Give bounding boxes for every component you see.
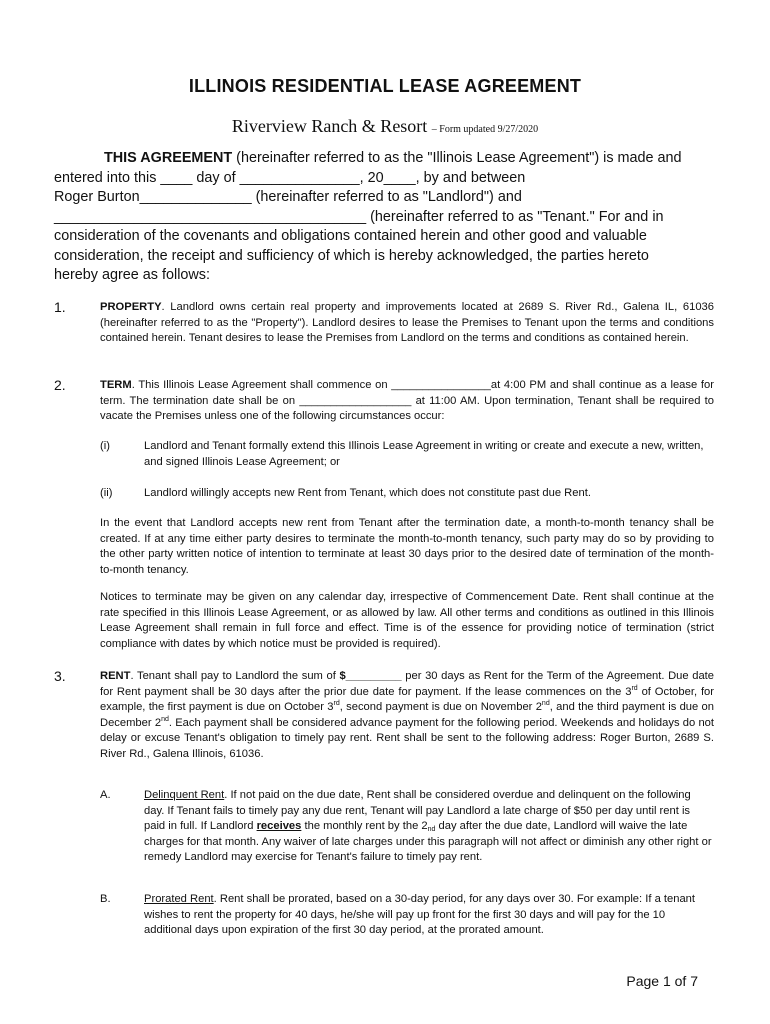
intro-line-7: hereby agree as follows: [54,267,210,283]
section-number: 2. [54,377,66,393]
intro-line-1 [54,149,724,169]
delinquent-text-1: . If not paid on the due date, Rent shall be considered overdue and delinquent on the following day. If Tenant fails to timely pay any due rent, Tenant will pay Landlord a late charge of $50 per day until rent is paid in full. If Landlord [144,789,691,833]
item-text: Landlord willingly accepts new Rent from Tenant, which does not constitute past due Rent. [144,487,591,499]
ordinal-rd: rd [631,684,638,692]
section-rent [54,669,724,763]
intro-line-3: Roger Burton______________ (hereinafter referred to as "Landlord") and [54,189,522,205]
form-updated-note: – Form updated 9/27/2020 [431,124,539,135]
rent-text-3: of October, for example, the first payment is due on October 3 [100,685,714,714]
section-number: 3. [54,668,66,684]
intro-paragraph [54,149,724,286]
ordinal-nd: nd [427,826,436,834]
section-number: 1. [54,299,66,315]
rent-item-prorated [100,892,714,939]
ordinal-rd: rd [333,700,340,708]
section-text: . This Illinois Lease Agreement shall commence on ________________at 4:00 PM and shall continue as a lease for term. The termination date shall be on __________________ at 11:00 AM. Upon termination, Tenant shall be required to vacate the Premises unless one of the following circumstances occur: [100,379,714,423]
document-subtitle [0,116,770,137]
rent-text-1: . Tenant shall pay to Landlord the sum of [130,670,340,682]
section-heading: PROPERTY [100,301,162,313]
section-body [100,669,714,763]
item-heading: Prorated Rent [144,893,214,905]
delinquent-text-2: the monthly rent by the 2 [301,820,428,833]
intro-line-6: consideration, the receipt and sufficiency of which is hereby acknowledged, the parties hereto [54,247,649,264]
item-heading: Delinquent Rent [144,789,225,801]
rent-text-5: , and the third payment is due on December 2 [100,701,714,729]
section-term [54,378,724,425]
ordinal-nd: nd [161,715,169,723]
ranch-name: Riverview Ranch & Resort [231,116,428,136]
receives-emphasis: receives [256,820,302,833]
item-text [144,892,714,939]
intro-line-2: entered into this ____ day of _______________, 20____, by and between [54,169,526,186]
intro-line-5: consideration of the covenants and obligations contained herein and other good and valuable [54,228,647,244]
rent-text-4: , second payment is due on November 2 [339,701,542,714]
term-paragraph-month-to-month: In the event that Landlord accepts new rent from Tenant after the termination date, a month-to-month tenancy shall be created. If at any time either party desires to terminate the month-to-month tenancy, such party may do so by providing to the other party written notice of intention to terminate at least 30 days prior to the desired date of termination of the month-to-month tenancy. [100,517,714,576]
section-property [54,300,724,347]
section-text: . Landlord owns certain real property and improvements located at 2689 S. River Rd., Galena IL, 61036 (hereinafter referred to as the "Property"). Landlord desires to lease the Premises to Tenant upon the terms and conditions contained herein. Tenant desires to lease the Premises from Landlord on the terms and conditions as contained herein. [100,301,714,345]
page-number: Page 1 of 7 [626,973,698,989]
item-label: (ii) [100,487,113,499]
prorated-text: . Rent shall be prorated, based on a 30-day period, for any days over 30. For example: If a tenant wishes to rent the property for 40 days, he/she will pay up front for the first 30 days and will pay for the 10 additional days upon expiration of the first 30 day period, at the prorated amount. [144,893,696,937]
rent-item-delinquent [100,788,714,866]
section-body [100,300,714,347]
rent-amount-blank: $_________ [339,670,402,682]
item-label: (i) [100,440,110,452]
document-title: ILLINOIS RESIDENTIAL LEASE AGREEMENT [188,76,582,96]
item-text: Landlord and Tenant formally extend this Illinois Lease Agreement in writing or create and execute a new, written, and signed Illinois Lease Agreement; or [144,440,704,468]
term-item-i [100,439,714,470]
section-heading: TERM [100,379,132,391]
ordinal-nd: nd [541,700,550,708]
term-item-ii [100,486,714,502]
delinquent-text-3: day after the due date, Landlord will waive the late charges for that month. Any waiver of late charges under this paragraph will not affect or diminish any other right or remedy Landlord may exercise for Tenant's failure to timely pay rent. [144,820,712,864]
section-heading: RENT [100,670,131,682]
item-text [144,788,714,866]
intro-lead: THIS AGREEMENT [104,150,233,166]
section-body [100,378,714,425]
intro-line-1-text: (hereinafter referred to as the "Illinois Lease Agreement") is made and [232,150,682,166]
item-label: A. [100,789,111,801]
intro-line-4: _______________________________________ (hereinafter referred to as "Tenant." For and in [54,208,664,225]
item-label: B. [100,893,111,905]
term-paragraph-notices: Notices to terminate may be given on any calendar day, irrespective of Commencement Date. Rent shall continue at the rate specified in this Illinois Lease Agreement, or as allowed by law. All other terms and conditions as outlined in this Illinois Lease Agreement shall remain in full force and effect. Time is of the essence for providing notice of termination (strict compliance with dates by which notice must be provided is required). [100,591,714,650]
rent-text-2: per 30 days as Rent for the Term of the Agreement. Due date for Rent payment shall be 30 days after the prior due date for payment. If the lease commences on the 3 [100,670,715,698]
rent-text-6: . Each payment shall be considered advance payment for the following period. Weekends and holidays do not delay or excuse Tenant's obligation to timely pay rent. Rent shall be sent to the following address: Roger Burton, 2689 S. River Rd., Galena Illinois, 61036. [100,716,715,760]
